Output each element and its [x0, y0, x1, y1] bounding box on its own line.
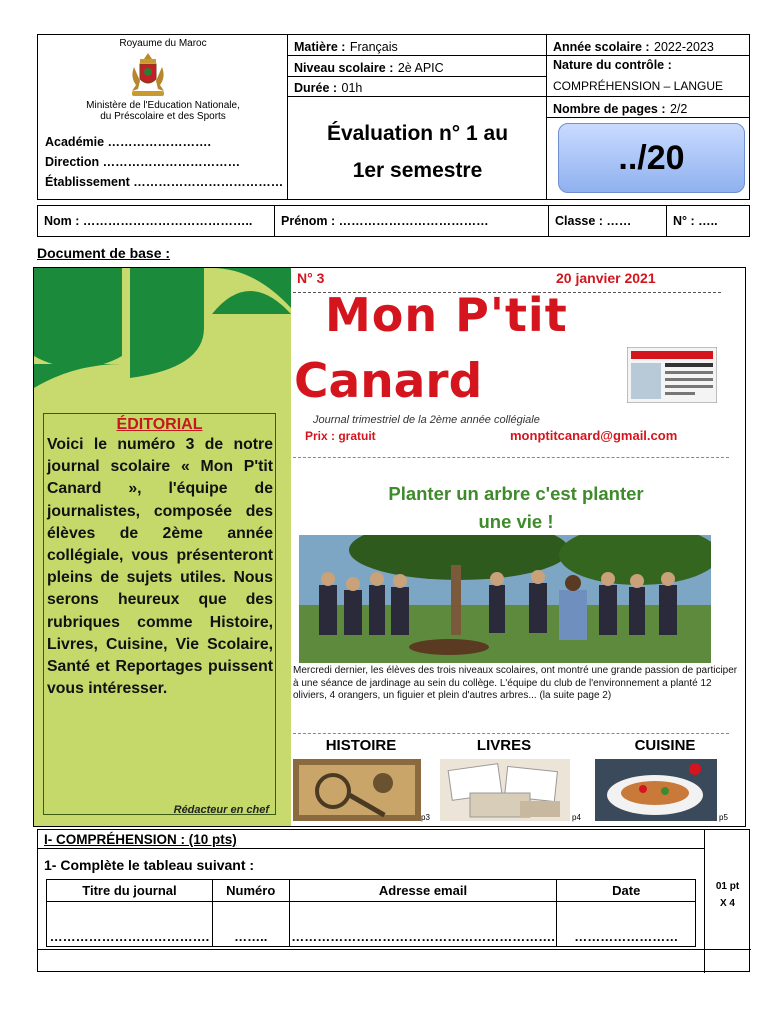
score-box: ../20 [558, 123, 745, 193]
numero-field[interactable]: N° : ….. [673, 214, 718, 228]
issue-date: 20 janvier 2021 [556, 270, 656, 286]
matiere-row [294, 38, 398, 56]
duree-value: 01h [341, 81, 363, 95]
eval-title-line-2: 1er semestre [352, 159, 483, 182]
exam-meta-block [547, 35, 750, 199]
exam-header [37, 34, 750, 200]
annee-value: 2022-2023 [654, 40, 714, 54]
pages-value: 2/2 [669, 102, 688, 116]
administration-block [38, 35, 288, 199]
ministry-line-2: du Préscolaire et des Sports [100, 111, 226, 122]
newspaper-front-page [291, 268, 746, 827]
nature-key: Nature du contrôle : [553, 58, 672, 72]
comprehension-section [37, 829, 750, 972]
col-numero: Numéro [212, 880, 289, 902]
books-image-icon [440, 759, 570, 821]
editorial-box [43, 413, 276, 815]
rubrique-livres-label: LIVRES [476, 737, 532, 754]
classe-field[interactable]: Classe : …… [549, 206, 667, 236]
matiere-key: Matière : [294, 40, 346, 54]
newspaper-left-column [34, 268, 291, 827]
annee-key: Année scolaire : [553, 40, 650, 54]
cuisine-image-icon [595, 759, 717, 821]
kingdom-label: Royaume du Maroc [119, 38, 207, 49]
section-title: I- COMPRÉHENSION : (10 pts) [44, 832, 237, 847]
article-text: Mercredi dernier, les élèves des trois niveaux scolaires, ont montré une grande passion de participer à une séance de jardinage au sein du collège. L'équipe du club de l'environnement a planté 12 oliviers, 4 orangers, un figuier et plein d'autres arbres... (la suite page 2) [293, 665, 738, 701]
pages-key: Nombre de pages : [553, 102, 666, 116]
student-info-row [37, 205, 750, 237]
green-decoration-icon [34, 268, 291, 388]
matiere-value: Français [349, 40, 398, 54]
col-date: Date [557, 880, 696, 902]
direction-field[interactable]: Direction …………………………… [45, 155, 241, 169]
rubrique-histoire-label: HISTOIRE [325, 737, 397, 754]
newspaper-title-line-1: Mon P'tit [325, 288, 568, 342]
editorial-signature: Rédacteur en chef [173, 804, 269, 816]
answer-date[interactable]: …………………… [557, 902, 696, 947]
exam-info-block [288, 35, 547, 199]
prenom-field[interactable]: Prénom : ……………………………… [275, 206, 549, 236]
editorial-title: ÉDITORIAL [116, 416, 203, 433]
history-image-icon [293, 759, 421, 821]
nature-value: COMPRÉHENSION – LANGUE [553, 79, 724, 93]
points-line-1: 01 pt [715, 881, 740, 892]
rubrique-livres-page: p4 [572, 813, 581, 822]
points-line-2: X 4 [719, 898, 735, 909]
rubrique-cuisine-page: p5 [719, 813, 728, 822]
headline-line-1: Planter un arbre c'est planter [388, 483, 644, 504]
ministry-line-1: Ministère de l'Education Nationale, [86, 100, 240, 111]
editorial-text: Voici le numéro 3 de notre journal scolaire « Mon P'tit Canard », l'équipe de journalistes, composée des élèves de 2ème année collégiale, vous présenteront pleins de sujets utiles. Nous serons heureux que des rubriques comme Histoire, Livres, Cuisine, Vie Scolaire, Santé et Reportages puissent vous intéresser. [47, 436, 273, 698]
niveau-row [294, 59, 444, 77]
nom-field[interactable]: Nom : ………………………………….. [38, 206, 275, 236]
pages-row [553, 100, 687, 118]
niveau-key: Niveau scolaire : [294, 61, 394, 75]
academie-field[interactable]: Académie ……………………. [45, 135, 212, 149]
question-1: 1- Complète le tableau suivant : [44, 857, 255, 873]
eval-title-line-1: Évaluation n° 1 au [326, 122, 509, 145]
newspaper-thumbnail-icon [627, 347, 717, 403]
col-adresse-email: Adresse email [289, 880, 557, 902]
etablissement-field[interactable]: Établissement ……………………………… [45, 175, 284, 189]
annee-row [553, 38, 714, 56]
newspaper-email[interactable]: monptitcanard@gmail.com [510, 428, 678, 443]
answer-numero[interactable]: …….. [212, 902, 289, 947]
rubrique-histoire-page: p3 [421, 813, 430, 822]
newspaper-document [33, 267, 746, 827]
rubrique-cuisine-label: CUISINE [634, 737, 696, 754]
col-titre-journal: Titre du journal [47, 880, 213, 902]
headline-line-2: une vie ! [478, 511, 554, 532]
answer-titre-journal[interactable]: ………………………………. [47, 902, 213, 947]
newspaper-title-line-2: Canard [294, 354, 483, 409]
coat-of-arms-icon [126, 51, 170, 99]
answer-adresse-email[interactable]: ……………………………………………………. [289, 902, 557, 947]
niveau-value: 2è APIC [397, 61, 444, 75]
document-label: Document de base : [37, 245, 171, 261]
answer-table [46, 879, 696, 947]
duree-key: Durée : [294, 81, 338, 95]
tree-planting-photo [299, 535, 711, 663]
newspaper-price: Prix : gratuit [305, 429, 376, 443]
newspaper-subtitle: Journal trimestriel de la 2ème année collégiale [313, 414, 540, 426]
issue-number: N° 3 [297, 270, 325, 286]
duree-row [294, 79, 362, 97]
